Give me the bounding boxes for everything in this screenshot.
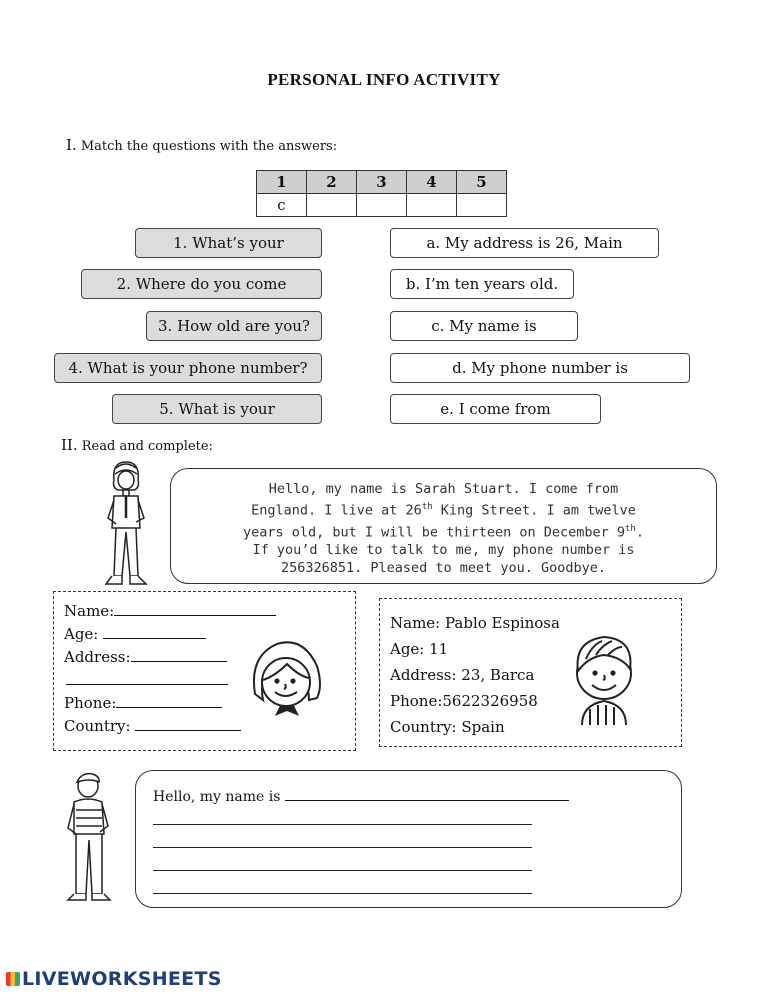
name-label: Name: [64, 602, 115, 620]
writing-line-4[interactable] [153, 869, 532, 871]
pablo-country: Country: Spain [390, 718, 505, 736]
brand-name: LIVEWORKSHEETS [22, 968, 222, 990]
answer-cell-1[interactable]: c [257, 194, 307, 217]
question-3: 3. How old are you? [146, 311, 322, 341]
pablo-info-card [379, 598, 682, 747]
section-2-numeral: II. [61, 436, 78, 454]
section-1-instruction: Match the questions with the answers: [80, 139, 338, 154]
pablo-phone: Phone:5622326958 [390, 692, 538, 710]
address-input[interactable] [131, 647, 227, 662]
answer-table [256, 170, 507, 217]
answer-table-header: 1 [257, 171, 307, 194]
liveworksheets-logo[interactable] [6, 968, 222, 990]
answer-a: a. My address is 26, Main [390, 228, 659, 258]
address-label: Address: [64, 648, 131, 666]
writing-line-1[interactable] [285, 788, 569, 801]
country-label: Country: [64, 717, 131, 735]
section-1-numeral: I. [66, 136, 77, 154]
question-1: 1. What’s your [135, 228, 322, 258]
question-4: 4. What is your phone number? [54, 353, 322, 383]
pablo-name: Name: Pablo Espinosa [390, 614, 560, 632]
pablo-age: Age: 11 [390, 640, 449, 658]
page-title: PERSONAL INFO ACTIVITY [267, 70, 501, 89]
writing-prompt: Hello, my name is [153, 789, 281, 805]
address-row [64, 646, 227, 669]
country-input[interactable] [135, 716, 241, 731]
age-label: Age: [64, 625, 99, 643]
pablo-address: Address: 23, Barca [390, 666, 535, 684]
section-2-heading [61, 436, 213, 454]
answer-b: b. I’m ten years old. [390, 269, 574, 299]
pablo-info-list [390, 610, 560, 740]
speech-line: 256326851. Pleased to meet you. Goodbye. [280, 560, 607, 576]
answer-cell-2[interactable] [307, 194, 357, 217]
answer-e: e. I come from [390, 394, 601, 424]
question-2: 2. Where do you come [81, 269, 322, 299]
answer-cell-4[interactable] [407, 194, 457, 217]
speech-line: Hello, my name is Sarah Stuart. I come from [268, 481, 619, 497]
answer-c: c. My name is [390, 311, 578, 341]
section-1-heading [66, 136, 337, 154]
answer-cell-5[interactable] [457, 194, 507, 217]
writing-line-5[interactable] [153, 892, 532, 894]
phone-row [64, 692, 222, 715]
sarah-speech-bubble [170, 468, 717, 584]
age-input[interactable] [103, 624, 206, 639]
answer-table-header: 4 [407, 171, 457, 194]
answer-d: d. My phone number is [390, 353, 690, 383]
liveworksheets-logo-icon [6, 972, 20, 986]
writing-area [135, 770, 682, 908]
answer-table-header: 3 [357, 171, 407, 194]
answer-cell-3[interactable] [357, 194, 407, 217]
writing-line-3[interactable] [153, 846, 532, 848]
speech-text [171, 469, 716, 577]
answer-table-header: 2 [307, 171, 357, 194]
boy-face-illustration [568, 629, 640, 727]
sarah-info-card [53, 591, 356, 751]
section-2-instruction: Read and complete: [81, 439, 213, 454]
phone-input[interactable] [116, 693, 222, 708]
answer-table-header: 5 [457, 171, 507, 194]
speech-line: years old, but I will be thirteen on December 9th. [243, 523, 644, 540]
writing-line-2[interactable] [153, 823, 532, 825]
girl-face-illustration [247, 636, 325, 720]
writing-prompt-row [153, 788, 569, 805]
country-row [64, 715, 241, 738]
boy-standing-illustration [62, 770, 118, 906]
speech-line: If you’d like to talk to me, my phone number is [252, 542, 635, 558]
address-input-line-2[interactable] [66, 684, 228, 685]
name-row [64, 600, 276, 623]
name-input[interactable] [114, 601, 276, 616]
phone-label: Phone: [64, 694, 117, 712]
speech-line: England. I live at 26th King Street. I am twelve [251, 502, 636, 519]
question-5: 5. What is your [112, 394, 322, 424]
age-row [64, 623, 206, 646]
girl-standing-illustration [96, 458, 156, 594]
